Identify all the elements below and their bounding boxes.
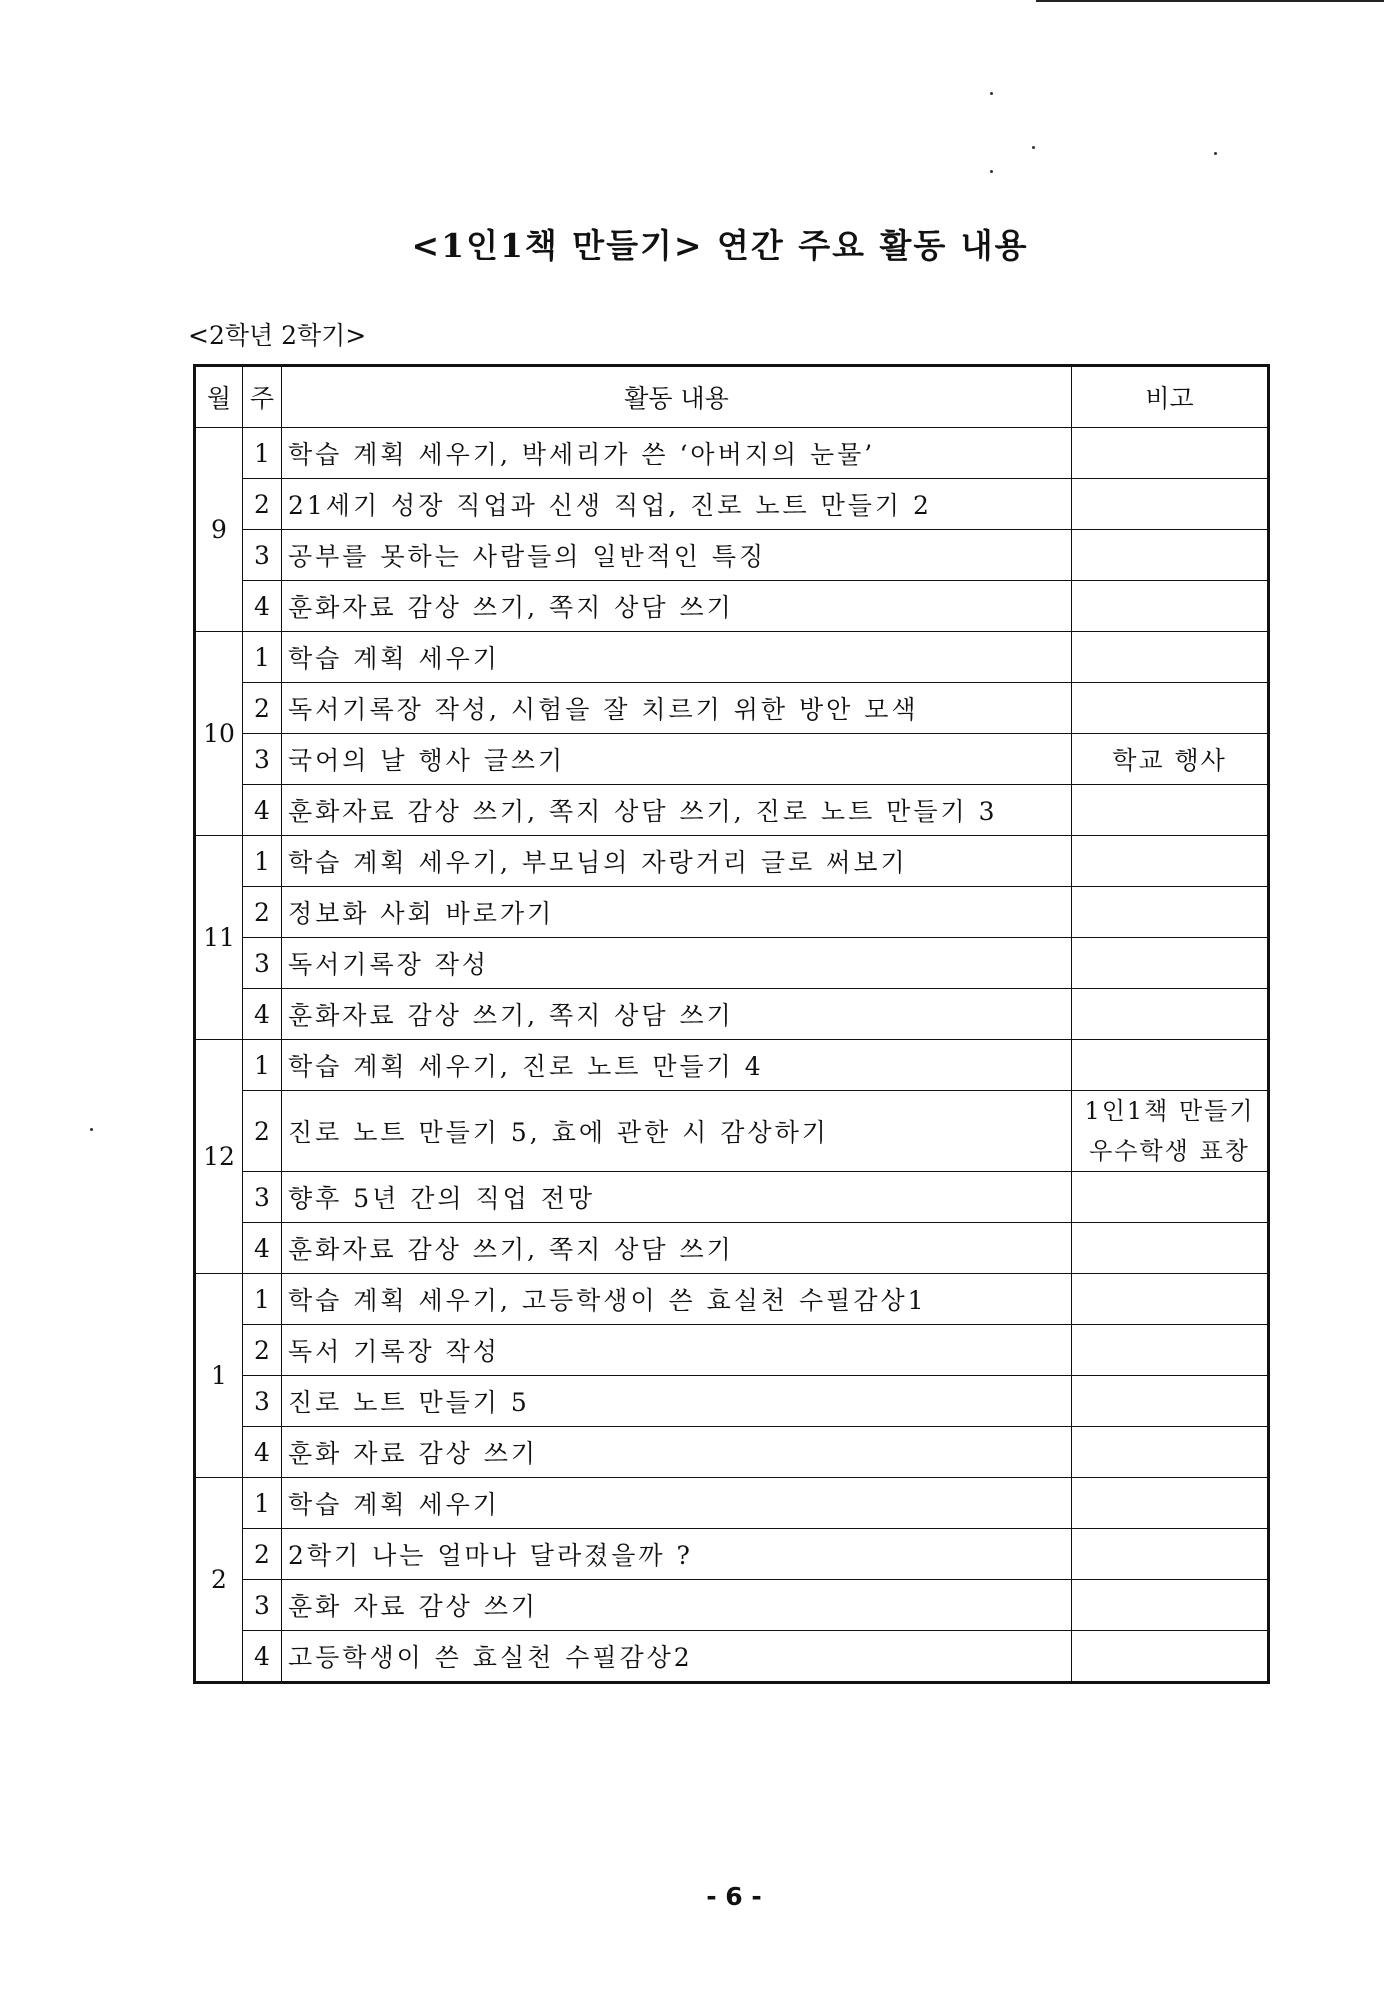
table-row	[195, 989, 1269, 1040]
table-row	[195, 938, 1269, 989]
note-cell	[1072, 785, 1269, 836]
week-cell: 4	[243, 1223, 282, 1274]
activity-cell: 고등학생이 쓴 효실천 수필감상2	[282, 1631, 1072, 1683]
table-row	[195, 1427, 1269, 1478]
table-row	[195, 1274, 1269, 1325]
note-cell	[1072, 1172, 1269, 1223]
note-cell: 학교 행사	[1072, 734, 1269, 785]
activity-cell: 훈화자료 감상 쓰기, 쪽지 상담 쓰기	[282, 1223, 1072, 1274]
week-cell: 2	[243, 479, 282, 530]
activity-cell: 학습 계획 세우기	[282, 1478, 1072, 1529]
week-cell: 2	[243, 1325, 282, 1376]
note-cell	[1072, 1631, 1269, 1683]
activity-cell: 독서기록장 작성, 시험을 잘 치르기 위한 방안 모색	[282, 683, 1072, 734]
scan-speck	[90, 1128, 93, 1131]
week-cell: 4	[243, 785, 282, 836]
note-cell	[1072, 1040, 1269, 1091]
note-cell	[1072, 989, 1269, 1040]
week-cell: 1	[243, 1478, 282, 1529]
table-row	[195, 1325, 1269, 1376]
week-cell: 3	[243, 1376, 282, 1427]
week-cell: 1	[243, 1040, 282, 1091]
activity-cell: 독서 기록장 작성	[282, 1325, 1072, 1376]
week-cell: 3	[243, 938, 282, 989]
note-cell	[1072, 1091, 1269, 1172]
week-cell: 1	[243, 428, 282, 479]
note-cell	[1072, 530, 1269, 581]
note-cell	[1072, 683, 1269, 734]
note-line: 1인1책 만들기	[1084, 1097, 1255, 1125]
note-cell	[1072, 1580, 1269, 1631]
note-cell	[1072, 632, 1269, 683]
activity-cell: 훈화자료 감상 쓰기, 쪽지 상담 쓰기	[282, 581, 1072, 632]
activity-cell: 2학기 나는 얼마나 달라졌을까 ?	[282, 1529, 1072, 1580]
table-row	[195, 1223, 1269, 1274]
month-cell: 10	[195, 632, 243, 836]
scan-speck	[990, 92, 993, 95]
table-row	[195, 479, 1269, 530]
month-cell: 11	[195, 836, 243, 1040]
table-row	[195, 785, 1269, 836]
table-row	[195, 1529, 1269, 1580]
activity-cell: 정보화 사회 바로가기	[282, 887, 1072, 938]
activity-cell: 향후 5년 간의 직업 전망	[282, 1172, 1072, 1223]
semester-label: <2학년 2학기>	[188, 321, 367, 350]
note-cell	[1072, 479, 1269, 530]
week-cell: 4	[243, 1631, 282, 1683]
activity-cell: 훈화자료 감상 쓰기, 쪽지 상담 쓰기	[282, 989, 1072, 1040]
note-line: 우수학생 표창	[1089, 1137, 1250, 1165]
activity-cell: 진로 노트 만들기 5	[282, 1376, 1072, 1427]
activity-table	[193, 364, 1270, 1684]
header-month: 월	[195, 366, 243, 428]
note-cell	[1072, 428, 1269, 479]
table-row	[195, 836, 1269, 887]
table-row	[195, 530, 1269, 581]
week-cell: 4	[243, 1427, 282, 1478]
note-cell	[1072, 887, 1269, 938]
activity-cell: 훈화 자료 감상 쓰기	[282, 1580, 1072, 1631]
table-row	[195, 1376, 1269, 1427]
note-cell	[1072, 1223, 1269, 1274]
table-row	[195, 1091, 1269, 1172]
note-cell	[1072, 1529, 1269, 1580]
table-row	[195, 632, 1269, 683]
activity-cell: 학습 계획 세우기, 박세리가 쓴 ‘아버지의 눈물’	[282, 428, 1072, 479]
table-header-row	[195, 366, 1269, 428]
activity-cell: 학습 계획 세우기, 고등학생이 쓴 효실천 수필감상1	[282, 1274, 1072, 1325]
table-row	[195, 1172, 1269, 1223]
table-row	[195, 1478, 1269, 1529]
activity-cell: 국어의 날 행사 글쓰기	[282, 734, 1072, 785]
scan-speck	[1032, 146, 1035, 149]
week-cell: 2	[243, 887, 282, 938]
note-cell	[1072, 938, 1269, 989]
activity-cell: 훈화자료 감상 쓰기, 쪽지 상담 쓰기, 진로 노트 만들기 3	[282, 785, 1072, 836]
scan-speck	[990, 170, 993, 173]
header-week: 주	[243, 366, 282, 428]
document-title: <1인1책 만들기> 연간 주요 활동 내용	[411, 226, 1029, 265]
week-cell: 3	[243, 1580, 282, 1631]
top-edge-rule	[1036, 0, 1384, 2]
week-cell: 1	[243, 836, 282, 887]
table-row	[195, 428, 1269, 479]
week-cell: 3	[243, 530, 282, 581]
note-cell	[1072, 1376, 1269, 1427]
week-cell: 3	[243, 734, 282, 785]
table-row	[195, 1580, 1269, 1631]
week-cell: 4	[243, 989, 282, 1040]
activity-cell: 독서기록장 작성	[282, 938, 1072, 989]
activity-cell: 공부를 못하는 사람들의 일반적인 특징	[282, 530, 1072, 581]
month-cell: 2	[195, 1478, 243, 1683]
note-cell	[1072, 1274, 1269, 1325]
note-cell	[1072, 1427, 1269, 1478]
month-cell: 12	[195, 1040, 243, 1274]
week-cell: 2	[243, 1091, 282, 1172]
activity-cell: 학습 계획 세우기, 진로 노트 만들기 4	[282, 1040, 1072, 1091]
header-activity: 활동 내용	[282, 366, 1072, 428]
week-cell: 2	[243, 683, 282, 734]
week-cell: 2	[243, 1529, 282, 1580]
week-cell: 4	[243, 581, 282, 632]
table-row	[195, 887, 1269, 938]
page-number: - 6 -	[706, 1882, 762, 1911]
month-cell: 1	[195, 1274, 243, 1478]
month-cell: 9	[195, 428, 243, 632]
activity-cell: 훈화 자료 감상 쓰기	[282, 1427, 1072, 1478]
note-cell	[1072, 1478, 1269, 1529]
table-row	[195, 1040, 1269, 1091]
table-row	[195, 683, 1269, 734]
table-row	[195, 581, 1269, 632]
table-row	[195, 734, 1269, 785]
note-cell	[1072, 836, 1269, 887]
table-row	[195, 1631, 1269, 1683]
header-note: 비고	[1072, 366, 1269, 428]
activity-cell: 진로 노트 만들기 5, 효에 관한 시 감상하기	[282, 1091, 1072, 1172]
week-cell: 1	[243, 632, 282, 683]
note-cell	[1072, 581, 1269, 632]
activity-cell: 21세기 성장 직업과 신생 직업, 진로 노트 만들기 2	[282, 479, 1072, 530]
week-cell: 3	[243, 1172, 282, 1223]
activity-cell: 학습 계획 세우기, 부모님의 자랑거리 글로 써보기	[282, 836, 1072, 887]
note-cell	[1072, 1325, 1269, 1376]
week-cell: 1	[243, 1274, 282, 1325]
activity-cell: 학습 계획 세우기	[282, 632, 1072, 683]
scan-speck	[1214, 152, 1217, 155]
